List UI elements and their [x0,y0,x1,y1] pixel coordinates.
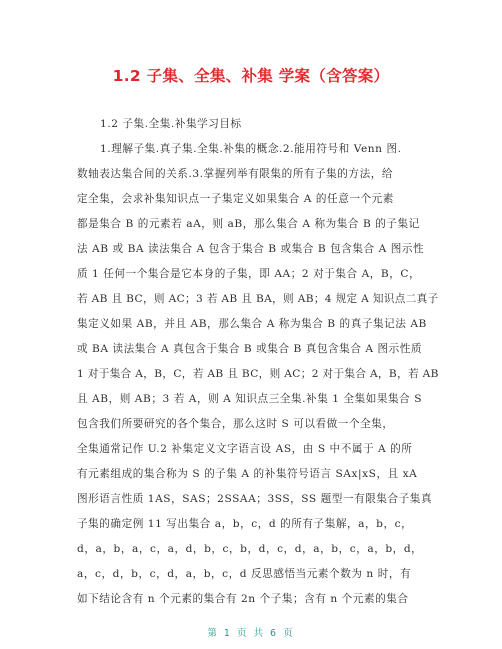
body-line: 1.理解子集.真子集.全集.补集的概念.2.能用符号和 Venn 图. [100,143,402,155]
body-line: 法 AB 或 BA 读法集合 A 包含于集合 B 或集合 B 包含集合 A 图示性 [77,243,425,255]
body-line: 或 BA 读法集合 A 真包含于集合 B 或集合 B 真包含集合 A 图示性质 [77,343,423,355]
body-line: 定全集，会求补集知识点一子集定义如果集合 A 的任意一个元素 [77,193,394,205]
body-line: d，a，b，a，c，a，d，b，c，b，d，c，d，a，b，c，a，b，d， [77,543,423,555]
body-line: 1 对于集合 A，B，C，若 AB 且 BC，则 AC；2 对于集合 A，B，若 AB [77,368,439,380]
body-line: 子集的确定例 11 写出集合 a，b，c，d 的所有子集解，a，b，c， [77,518,413,530]
body-line: 1.2 子集.全集.补集学习目标 [100,118,242,130]
body-line: 图形语言性质 1AS，SAS；2SSAA；3SS，SS 题型一有限集合子集真 [77,493,433,505]
document-title: 1.2 子集、全集、补集 学案（含答案） [112,67,390,85]
page-number-footer: 第 1 页 共 6 页 [207,628,295,639]
body-line: 若 AB 且 BC，则 AC；3 若 AB 且 BA，则 AB；4 规定 A 知识点二真子 [77,293,439,305]
body-line: 质 1 任何一个集合是它本身的子集，即 AA；2 对于集合 A，B，C， [77,268,421,280]
body-line: 数轴表达集合间的关系.3.掌握列举有限集的所有子集的方法，给 [77,168,394,180]
body-line: 都是集合 B 的元素若 aA，则 aB，那么集合 A 称为集合 B 的子集记 [77,218,420,230]
body-line: 全集通常记作 U.2 补集定义文字语言设 AS，由 S 中不属于 A 的所 [77,443,413,455]
body-line: a，c，d，b，c，d，a，b，c，d 反思感悟当元素个数为 n 时，有 [77,568,412,580]
body-line: 且 AB，则 AB；3 若 A，则 A 知识点三全集.补集 1 全集如果集合 S [77,393,423,405]
body-line: 包含我们所要研究的各个集合，那么这时 S 可以看做一个全集， [77,418,394,430]
body-line: 集定义如果 AB，并且 AB，那么集合 A 称为集合 B 的真子集记法 AB [77,318,427,330]
body-line: 有元素组成的集合称为 S 的子集 A 的补集符号语言 SAx|xS，且 xA [77,468,418,480]
body-line: 如下结论含有 n 个元素的集合有 2n 个子集；含有 n 个元素的集合 [77,593,409,605]
